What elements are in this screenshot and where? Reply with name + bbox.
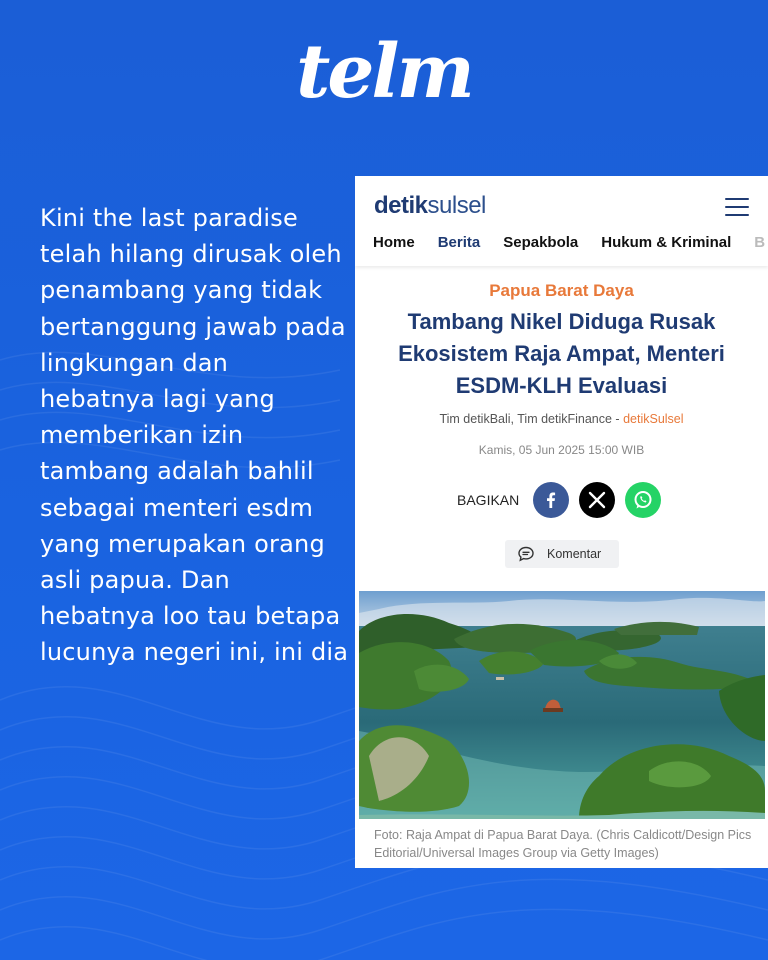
article-source[interactable]: detikSulsel [623, 412, 684, 426]
facebook-share-button[interactable] [533, 482, 569, 518]
nav-bar [373, 234, 768, 251]
article-category[interactable]: Papua Barat Daya [489, 281, 634, 300]
photo-caption: Foto: Raja Ampat di Papua Barat Daya. (Chris Caldicott/Design Pics Editorial/Universal Images Group via Getty Images) [374, 828, 752, 860]
site-logo-sulsel: sulsel [427, 192, 486, 219]
comment-icon [517, 545, 535, 563]
nav-item-more[interactable]: B [754, 234, 766, 251]
share-label: BAGIKAN [457, 492, 520, 508]
comment-button[interactable] [505, 540, 619, 568]
brand-logo: telm [296, 29, 472, 115]
post-caption: Kini the last paradise telah hilang dirusak oleh penambang yang tidak bertanggung jawab pada lingkungan dan hebatnya lagi yang memberikan izin tambang adalah bahlil sebagai menteri esdm yang merupakan orang asli papua. Dan hebatnya loo tau betapa lucunya negeri ini, ini dia [40, 204, 349, 667]
nav-item-berita[interactable]: Berita [437, 234, 481, 251]
site-logo-detik: detik [374, 192, 428, 219]
x-share-button[interactable] [579, 482, 615, 518]
article-authors [355, 412, 768, 426]
author-names: Tim detikBali, Tim detikFinance - [439, 412, 624, 426]
nav-item-home[interactable]: Home [373, 234, 415, 251]
comment-label: Komentar [547, 547, 602, 561]
article-headline: Tambang Nikel Diduga Rusak Ekosistem Raja Ampat, Menteri ESDM-KLH Evaluasi [398, 309, 725, 398]
article-screenshot-card [355, 176, 768, 868]
site-logo[interactable] [374, 192, 486, 220]
facebook-icon [541, 490, 561, 510]
share-row [355, 480, 768, 520]
article-date: Kamis, 05 Jun 2025 15:00 WIB [478, 443, 645, 457]
x-icon [588, 491, 606, 509]
whatsapp-share-button[interactable] [625, 482, 661, 518]
site-header [355, 176, 768, 266]
nav-item-sepakbola[interactable]: Sepakbola [503, 234, 579, 251]
nav-item-hukum-kriminal[interactable]: Hukum & Kriminal [601, 234, 732, 251]
raja-ampat-photo [359, 591, 765, 819]
whatsapp-icon [632, 489, 654, 511]
menu-icon[interactable] [725, 198, 749, 218]
